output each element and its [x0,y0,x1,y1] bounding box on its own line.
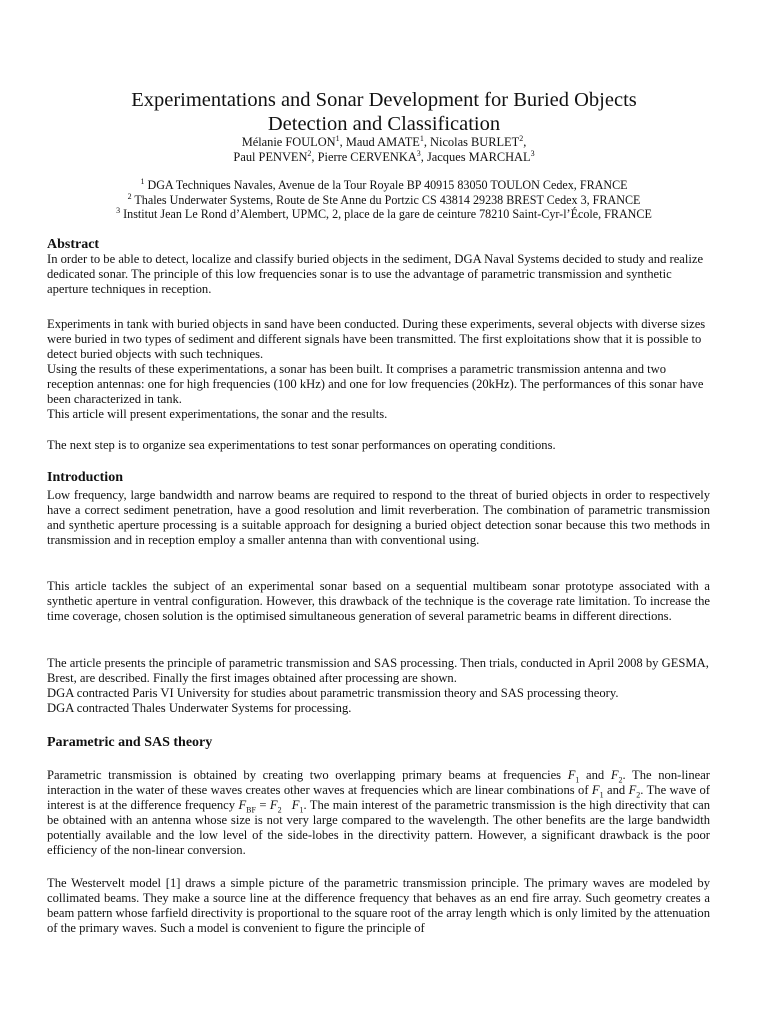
author-line-2: Paul PENVEN$^2$, Pierre CERVENKA$^3$, Jacques MARCHAL$^3$ [233,148,535,164]
introduction-paragraph: Low frequency, large bandwidth and narrow beams are required to respond to the threat of buried objects in order to respectively have a correct sediment penetration, have a good resolution and limit reverberation. The combination of parametric transmission and synthetic aperture processing is a suitable approach for designing a buried object detection sonar because this two methods in transmission and in reception employ a smaller antenna than with conventional using. [47,488,710,547]
affiliation-list [40,178,728,222]
author-name: Mélanie FOULON [241,135,336,149]
section-heading-abstract: Abstract [47,237,100,252]
abstract-paragraph: In order to be able to detect, localize and classify buried objects in the sediment, DGA Naval Systems decided to study and realize dedicated sonar. The principle of this low frequencies sonar is to use the advantage of parametric transmission and synthetic aperture techniques in reception. [47,252,704,296]
introduction-paragraph: The article presents the principle of parametric transmission and SAS processing. Then trials, conducted in April 2008 by GESMA, Brest, are described. Finally the first images obtained after processing are shown. [47,656,709,685]
affiliation: $^3$ Institut Jean Le Rond d’Alembert, UPMC, 2, place de la gare de ceinture 78210 Saint-Cyr-l’École, FRANCE [116,205,652,221]
theory-paragraph: The Westervelt model [1] draws a simple picture of the parametric transmission principle. The primary waves are modeled by collimated beams. They make a source line at the difference frequency that behaves as an end fire array. Such geometry creates a beam pattern whose farfield directivity is proportional to the square root of the array length which is only limited by the attenuation of the primary waves. Such a model is convenient to figure the principle of [47,876,710,935]
introduction-paragraph: This article tackles the subject of an experimental sonar based on a sequential multibeam sonar prototype associated with a synthetic aperture in ventral configuration. However, this drawback of the technique is the coverage rate limitation. To increase the time coverage, chosen solution is the optimised simultaneous generation of several parametric beams in different directions. [47,579,710,623]
abstract-section [47,237,710,253]
author-name: Pierre CERVENKA [317,149,417,164]
author-affil-mark: 2 [307,148,312,158]
author-affil-mark: 1 [419,133,424,143]
author-affil-mark: 3 [416,148,421,158]
author-name: Maud AMATE [345,135,420,149]
affiliation: $^2$ Thales Underwater Systems, Route de Ste Anne du Portzic CS 43814 29238 BREST Cedex 3, FRANCE [127,191,641,207]
author-name: Nicolas BURLET [430,135,520,149]
title-line-1: Experimentations and Sonar Development for Buried Objects [131,89,637,111]
introduction-paragraph: DGA contracted Paris VI University for studies about parametric transmission theory and SAS processing theory. [47,686,619,700]
section-heading-theory: Parametric and SAS theory [47,735,213,750]
author-name: Jacques MARCHAL [426,149,531,164]
author-affil-mark: 2 [519,133,524,143]
author-affil-mark: 3 [530,148,535,158]
title-line-2: Detection and Classification [267,113,501,135]
abstract-paragraph: Experiments in tank with buried objects in sand have been conducted. During these experiments, several objects with diverse sizes were buried in two types of sediment and different signals have been transmitted. The first exploitations show that it is possible to detect buried objects with such techniques. [47,317,706,361]
abstract-paragraph: The next step is to organize sea experimentations to test sonar performances on operating conditions. [47,438,556,452]
abstract-paragraph: Using the results of these experimentations, a sonar has been built. It comprises a parametric transmission antenna and two reception antennas: one for high frequencies (100 kHz) and one for low frequencies (20kHz). The performances of this sonar have been characterized in tank. [47,362,704,406]
section-heading-introduction: Introduction [47,470,123,485]
theory-section [47,735,710,751]
affiliation: $^1$ DGA Techniques Navales, Avenue de la Tour Royale BP 40915 83050 TOULON Cedex, FRANCE [140,176,628,192]
abstract-paragraph-group [47,317,710,422]
introduction-section [47,470,710,486]
author-affil-mark: 1 [335,133,340,143]
abstract-paragraph: This article will present experimentations, the sonar and the results. [47,407,388,421]
introduction-paragraph: DGA contracted Thales Underwater Systems for processing. [47,701,352,715]
author-list [40,135,728,164]
introduction-paragraph-group [47,656,710,716]
paper-title [40,88,728,136]
author-name: Paul PENVEN [233,149,308,164]
theory-paragraph: Parametric transmission is obtained by creating two overlapping primary beams at frequencies $F_1$ and $F_2$. The non-linear interaction in the water of these waves creates other waves at frequencies which are linear combinations of $F_1$ and $F_2$. The wave of interest is at the difference frequency $F_{BF} = F_2$ $F_1$. The main interest of the parametric transmission is the high directivity that can be obtained with an antenna whose size is not very large compared to the wavelength. The other benefits are the large bandwidth potentially available and the low level of the side-lobes in the directivity pattern. However, a significant drawback is the poor efficiency of the non-linear conversion. [47,768,711,857]
author-line-1: Mélanie FOULON$^1$, Maud AMATE$^1$, Nicolas BURLET$^2$, [241,133,527,149]
